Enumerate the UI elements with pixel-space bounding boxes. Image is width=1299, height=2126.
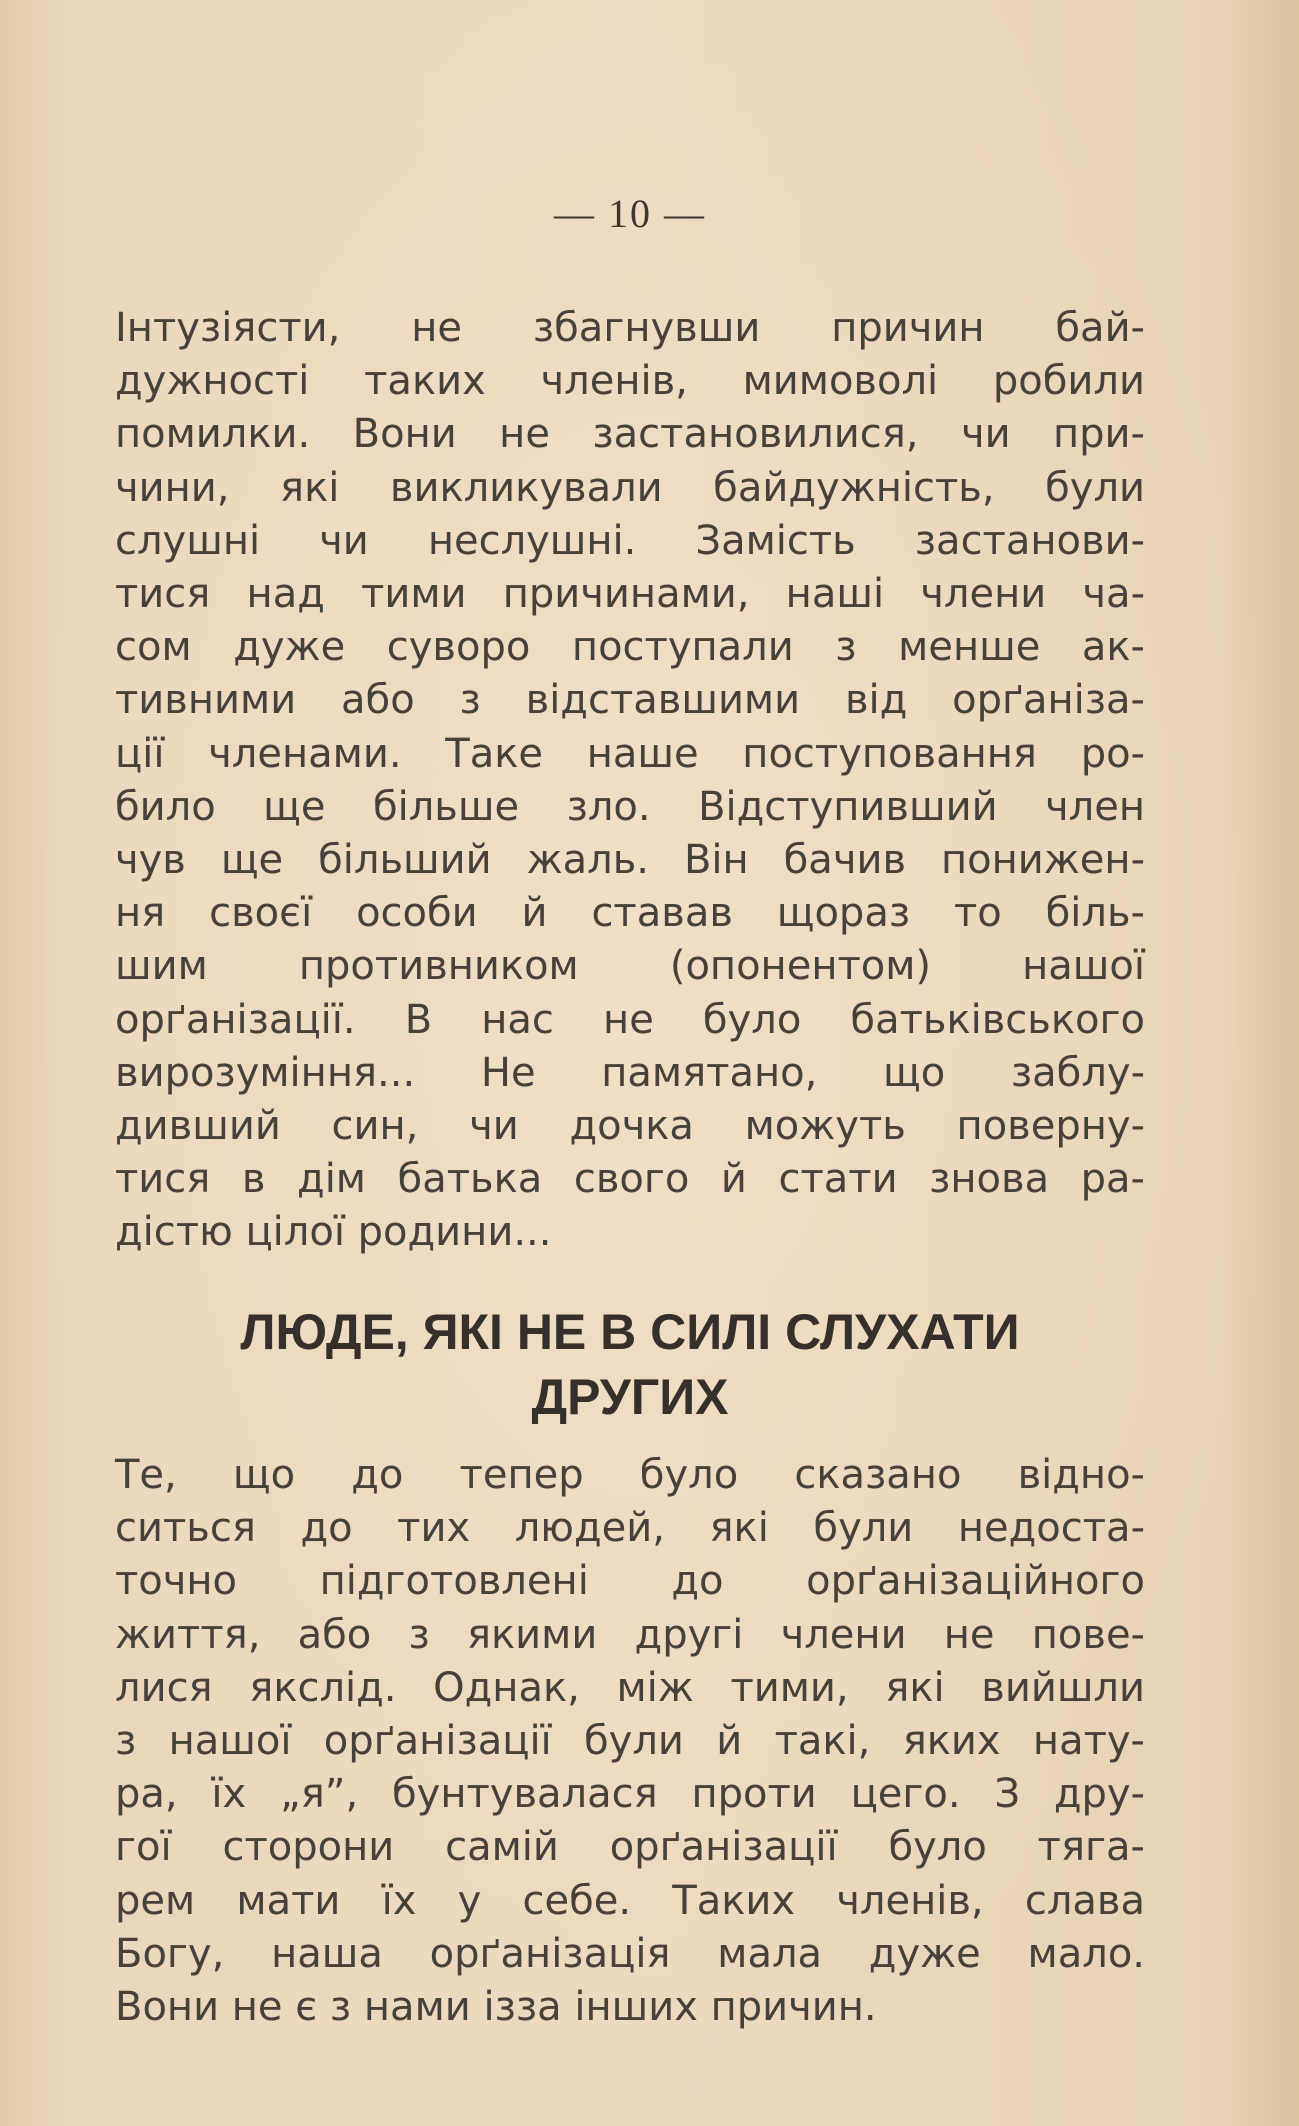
text-line: дивший син, чи дочка можуть поверну- bbox=[115, 1103, 1145, 1150]
text-line: ситься до тих людей, які були недоста- bbox=[115, 1505, 1145, 1552]
paragraph-2 bbox=[115, 1449, 1145, 2034]
text-line: тися в дім батька свого й стати знова ра- bbox=[115, 1156, 1145, 1203]
section-heading-line-1: ЛЮДЕ, ЯКІ НЕ В СИЛІ СЛУХАТИ bbox=[240, 1304, 1020, 1360]
paragraph-1 bbox=[115, 302, 1145, 1260]
text-line: життя, або з якими другі члени не пове- bbox=[115, 1611, 1145, 1658]
text-line: сом дуже суворо поступали з менше ак- bbox=[115, 624, 1145, 671]
text-line: помилки. Вони не застановилися, чи при- bbox=[115, 411, 1145, 458]
section-heading-line-2: ДРУГИХ bbox=[531, 1369, 729, 1425]
text-line: лися якслід. Однак, між тими, які вийшли bbox=[115, 1664, 1145, 1711]
text-line: тися над тими причинами, наші члени ча- bbox=[115, 571, 1145, 618]
text-line: чини, які викликували байдужність, були bbox=[115, 464, 1145, 511]
text-line: Вони не є з нами ізза інших причин. bbox=[115, 1984, 877, 2031]
text-line: Богу, наша орґанізація мала дуже мало. bbox=[115, 1930, 1145, 1977]
text-line: дужності таких членів, мимоволі робили bbox=[115, 358, 1145, 405]
page-number: — 10 — bbox=[554, 191, 706, 236]
text-line: гої сторони самій орґанізації було тяга- bbox=[115, 1824, 1145, 1871]
text-line: рем мати їх у себе. Таких членів, слава bbox=[115, 1877, 1145, 1924]
text-line: Інтузіясти, не збагнувши причин бай- bbox=[115, 305, 1145, 351]
text-line: ра, їх „я”, бунтувалася проти цего. З дру- bbox=[115, 1771, 1145, 1818]
text-line: Те, що до тепер було сказано відно- bbox=[115, 1452, 1145, 1498]
text-line: з нашої орґанізації були й такі, яких нату- bbox=[115, 1718, 1145, 1765]
text-line: шим противником (опонентом) нашої bbox=[115, 943, 1145, 990]
section-heading bbox=[115, 1300, 1145, 1430]
text-line: тивними або з відставшими від орґаніза- bbox=[115, 677, 1145, 724]
text-line: било ще більше зло. Відступивший член bbox=[115, 783, 1145, 830]
text-line: ня своєї особи й ставав щораз то біль- bbox=[115, 890, 1145, 937]
text-line: вирозуміння... Не памятано, що заблу- bbox=[115, 1049, 1145, 1096]
text-line: чув ще більший жаль. Він бачив понижен- bbox=[115, 837, 1145, 884]
text-line: точно підготовлені до орґанізаційного bbox=[115, 1558, 1145, 1605]
text-line: дістю цілої родини... bbox=[115, 1209, 552, 1256]
text-line: орґанізації. В нас не було батьківського bbox=[115, 996, 1145, 1043]
text-line: ції членами. Таке наше поступовання ро- bbox=[115, 730, 1145, 777]
text-line: слушні чи неслушні. Замість застанови- bbox=[115, 517, 1145, 564]
